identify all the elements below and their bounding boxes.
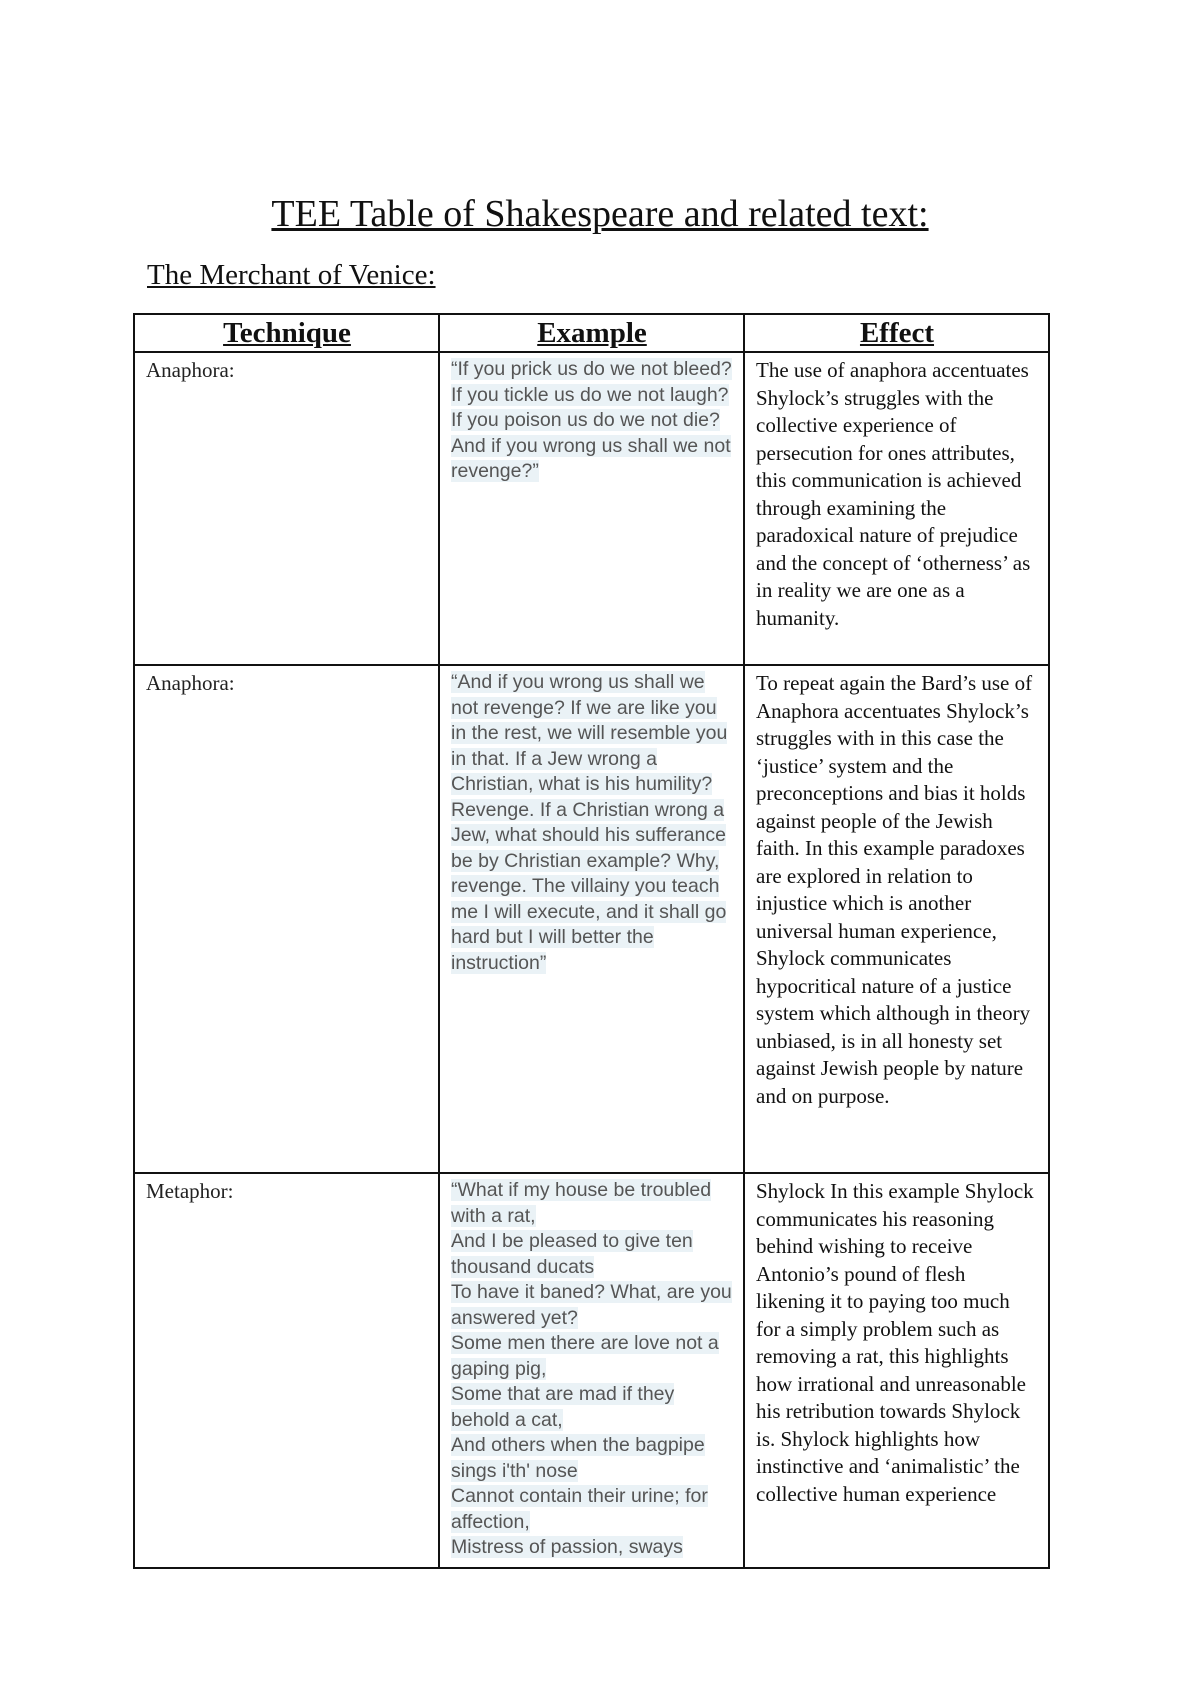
technique-cell [134, 352, 439, 665]
effect-cell [744, 1173, 1049, 1568]
technique-text: Anaphora: [146, 671, 235, 695]
example-line: And I be pleased to give ten thousand ducats [451, 1230, 693, 1278]
technique-text: Metaphor: [146, 1179, 234, 1203]
example-line: Cannot contain their urine; for affection, [451, 1485, 708, 1533]
example-cell [439, 352, 744, 665]
document-title: TEE Table of Shakespeare and related text: [271, 193, 929, 235]
table-row [134, 665, 1049, 1173]
effect-text: To repeat again the Bard’s use of Anaphora accentuates Shylock’s struggles with in this case the ‘justice’ system and the preconceptions and bias it holds against people of the Jewish faith. In this example paradoxes are explored in relation to injustice which is another universal human experience, Shylock communicates hypocritical nature of a justice system which although in theory unbiased, is in all honesty set against Jewish people by nature and on purpose. [756, 671, 1033, 1108]
example-line: Some men there are love not a gaping pig, [451, 1332, 719, 1380]
example-line: Some that are mad if they behold a cat, [451, 1383, 675, 1431]
effect-cell [744, 665, 1049, 1173]
example-line: And others when the bagpipe sings i'th' nose [451, 1434, 705, 1482]
example-quote: “And if you wrong us shall we not revenge? If we are like you in the rest, we will resemble you in that. If a Jew wrong a Christian, what is his humility? Revenge. If a Christian wrong a Jew, what should his sufferance be by Christian example? Why, revenge. The villainy you teach me I will execute, and it shall go hard but I will better the instruction” [451, 671, 728, 974]
table-header-row [134, 314, 1049, 352]
effect-text: Shylock In this example Shylock communicates his reasoning behind wishing to receive Antonio’s pound of flesh likening it to paying too much for a simply problem such as removing a rat, this highlights how irrational and unreasonable his retribution towards Shylock is. Shylock highlights how instinctive and ‘animalistic’ the collective human experience [756, 1179, 1034, 1506]
header-technique: Technique [134, 314, 439, 352]
effect-text: The use of anaphora accentuates Shylock’s struggles with the collective experience of persecution for ones attributes, this communication is achieved through examining the paradoxical nature of prejudice and the concept of ‘otherness’ as in reality we are one as a humanity. [756, 358, 1031, 630]
example-cell [439, 665, 744, 1173]
technique-cell [134, 665, 439, 1173]
document-subtitle: The Merchant of Venice: [147, 259, 436, 291]
table-row [134, 1173, 1049, 1568]
example-cell [439, 1173, 744, 1568]
example-quote: “If you prick us do we not bleed? If you tickle us do we not laugh? If you poison us do we not die? And if you wrong us shall we not revenge?” [451, 358, 732, 482]
table-row [134, 352, 1049, 665]
example-line: “What if my house be troubled with a rat, [451, 1179, 712, 1227]
header-effect: Effect [744, 314, 1049, 352]
example-line: Mistress of passion, sways [451, 1536, 683, 1558]
tee-table [133, 313, 1050, 1569]
header-example: Example [439, 314, 744, 352]
technique-cell [134, 1173, 439, 1568]
effect-cell [744, 352, 1049, 665]
example-line: To have it baned? What, are you answered yet? [451, 1281, 732, 1329]
technique-text: Anaphora: [146, 358, 235, 382]
